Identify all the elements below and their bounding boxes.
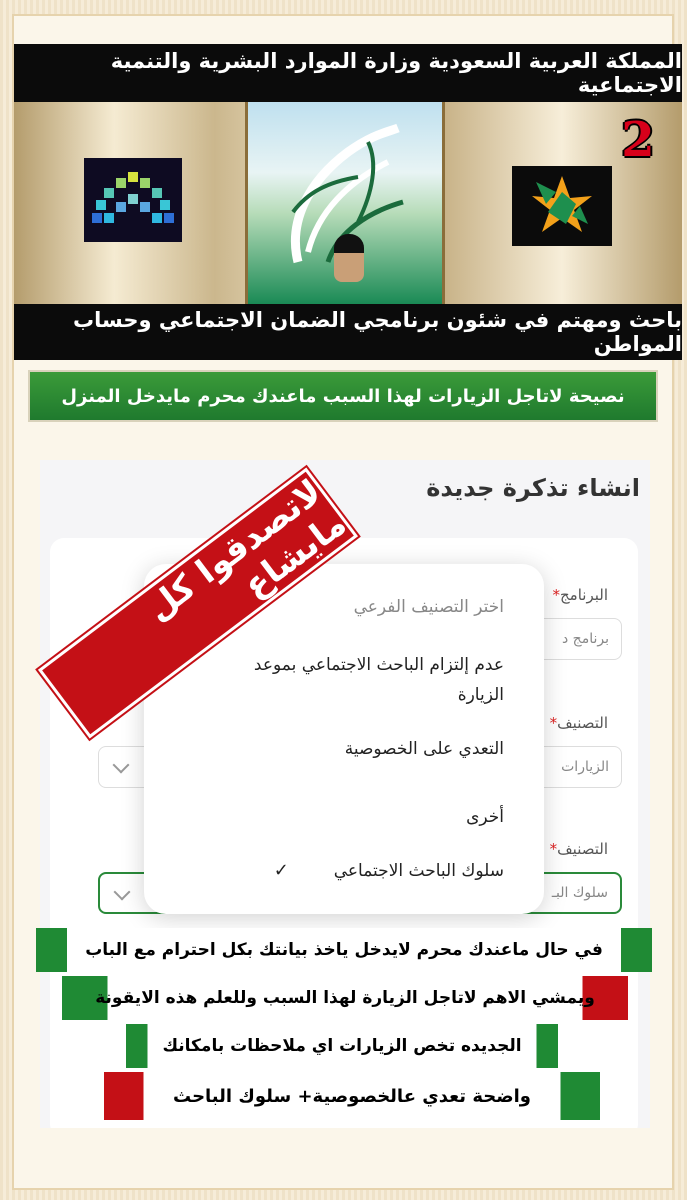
dropdown-option-selected[interactable]: سلوك الباحث الاجتماعي ✓ bbox=[334, 856, 504, 886]
note-line-4: واضحة تعدي عالخصوصية+ سلوك الباحث bbox=[104, 1072, 600, 1120]
portrait bbox=[334, 234, 364, 282]
author-subtitle: باحث ومهتم في شئون برنامجي الضمان الاجتماعي وحساب المواطن bbox=[14, 304, 682, 360]
dropdown-option[interactable]: التعدي على الخصوصية bbox=[344, 739, 504, 759]
chevron-down-icon bbox=[114, 884, 131, 901]
program-select[interactable]: برنامج د bbox=[98, 618, 622, 660]
ministry-title: المملكة العربية السعودية وزارة الموارد البشرية والتنمية الاجتماعية bbox=[14, 44, 682, 102]
note-line-1: في حال ماعندك محرم لايدخل ياخذ بيانتك بكل احترام مع الباب bbox=[36, 928, 652, 972]
crown-prince-poster bbox=[245, 102, 445, 304]
subcategory-select[interactable]: سلوك البـ bbox=[98, 872, 622, 914]
page-title: انشاء تذكرة جديدة bbox=[426, 474, 640, 502]
category-label: التصنيف* bbox=[549, 714, 608, 732]
checkmark-icon: ✓ bbox=[273, 860, 289, 881]
social-security-logo bbox=[84, 158, 182, 242]
advice-banner: نصيحة لاتاجل الزيارات لهذا السبب ماعندك محرم مايدخل المنزل bbox=[28, 370, 658, 422]
hrsd-logo bbox=[512, 166, 612, 246]
post-number: 2 bbox=[621, 112, 655, 168]
dropdown-option[interactable]: عدم إلتزام الباحث الاجتماعي بموعد الزيارة bbox=[253, 655, 504, 705]
dropdown-placeholder[interactable]: اختر التصنيف الفرعي bbox=[353, 597, 504, 617]
warning-stamp: لاتصدقوا كل مايشاع bbox=[38, 468, 358, 739]
chevron-down-icon bbox=[113, 757, 130, 774]
program-label: البرنامج* bbox=[552, 586, 608, 604]
dropdown-option[interactable]: أخرى bbox=[466, 807, 504, 827]
note-line-3: الجديده تخص الزيارات اي ملاحظات بامكانك bbox=[126, 1024, 558, 1068]
subcategory-label: التصنيف* bbox=[549, 840, 608, 858]
category-select[interactable]: الزيارات bbox=[98, 746, 622, 788]
note-line-2: ويمشي الاهم لاتاجل الزيارة لهذا السبب وللعلم هذه الايقونة bbox=[62, 976, 628, 1020]
